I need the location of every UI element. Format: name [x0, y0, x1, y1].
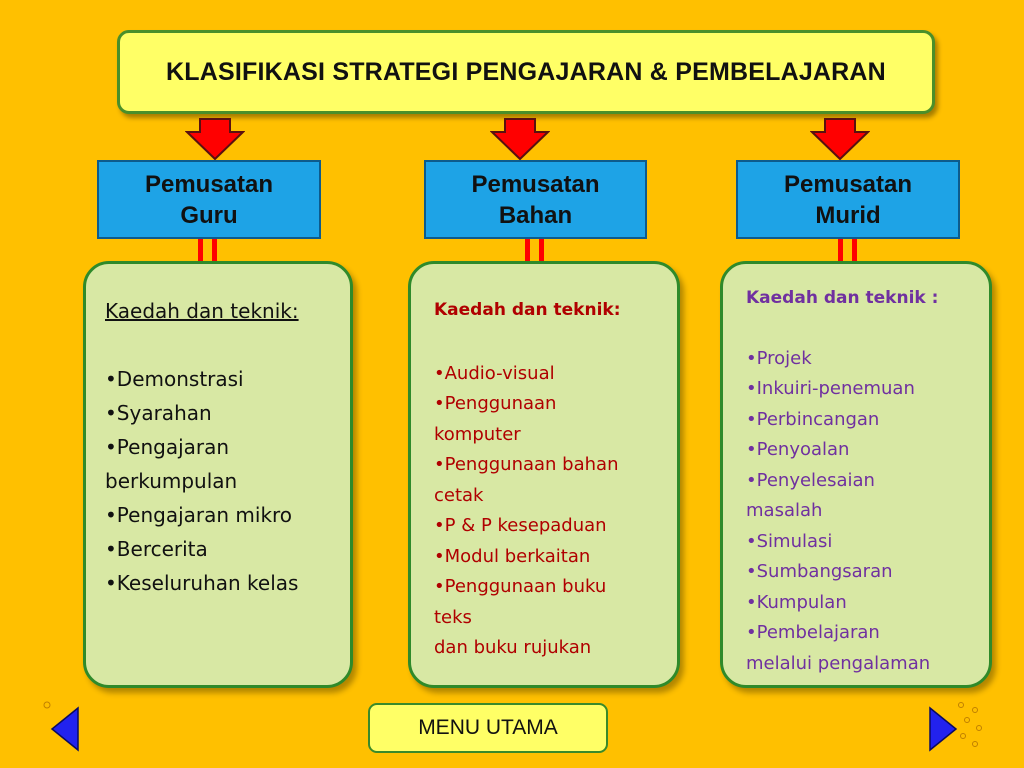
list-item: •Pengajaran mikro: [105, 503, 293, 527]
list-item: •Penggunaan bahan: [434, 454, 619, 475]
connector-line: [539, 239, 544, 261]
card-pemusatan-murid: [720, 261, 992, 688]
heading-line2: Murid: [815, 201, 881, 229]
list-item: •Modul berkaitan: [434, 545, 591, 567]
list-item: melalui pengalaman: [746, 652, 931, 674]
heading-pemusatan-murid: [736, 160, 960, 239]
diagram-title: KLASIFIKASI STRATEGI PENGAJARAN & PEMBELAJARAN: [166, 57, 886, 86]
heading-line2: Bahan: [498, 201, 573, 229]
decorative-dots-icon: [955, 700, 985, 750]
connector-line: [525, 239, 530, 261]
list-item: •Pengajaran: [105, 435, 230, 459]
heading-line1: Pemusatan: [783, 170, 913, 198]
connector-line: [198, 239, 203, 261]
heading-line2: Guru: [180, 201, 238, 229]
list-item: •Demonstrasi: [105, 367, 244, 391]
list-item: •Syarahan: [105, 401, 212, 425]
down-arrow-icon: [810, 118, 870, 160]
list-item: •Perbincangan: [746, 408, 880, 430]
list-item: •Penggunaan buku: [434, 576, 607, 597]
list-item: dan buku rujukan: [434, 637, 592, 658]
connector-line: [212, 239, 217, 261]
list-item: •P & P kesepaduan: [434, 515, 607, 536]
list-item: •Inkuiri-penemuan: [746, 378, 915, 399]
connector-line: [852, 239, 857, 261]
triangle-right-icon[interactable]: [928, 706, 958, 752]
heading-pemusatan-bahan: [424, 160, 647, 239]
menu-utama-button[interactable]: MENU UTAMA: [368, 703, 608, 753]
list-item: •Penggunaan: [434, 393, 557, 414]
list-item: •Audio-visual: [434, 362, 555, 384]
list-item: teks: [434, 606, 472, 628]
list-item: •Projek: [746, 347, 812, 369]
list-item: •Penyoalan: [746, 439, 850, 460]
list-item: •Sumbangsaran: [746, 561, 893, 582]
list-item: •Keseluruhan kelas: [105, 571, 299, 595]
card-title: Kaedah dan teknik:: [434, 300, 621, 320]
list-item: komputer: [434, 423, 521, 445]
connector-line: [838, 239, 843, 261]
list-item: •Kumpulan: [746, 591, 847, 613]
list-item: •Simulasi: [746, 530, 833, 552]
down-arrow-icon: [490, 118, 550, 160]
list-item: •Bercerita: [105, 537, 208, 561]
heading-line1: Pemusatan: [471, 170, 600, 198]
title-box: [117, 30, 935, 114]
triangle-left-icon[interactable]: [50, 706, 80, 752]
card-pemusatan-guru: [83, 261, 353, 688]
list-item: masalah: [746, 500, 823, 521]
list-item: berkumpulan: [105, 469, 238, 493]
list-item: cetak: [434, 484, 484, 506]
card-title: Kaedah dan teknik :: [746, 288, 939, 308]
heading-pemusatan-guru: [97, 160, 321, 239]
list-item: •Penyelesaian: [746, 469, 875, 491]
card-title: Kaedah dan teknik:: [105, 299, 299, 323]
list-item: •Pembelajaran: [746, 622, 880, 643]
heading-line1: Pemusatan: [144, 170, 274, 198]
down-arrow-icon: [185, 118, 245, 160]
card-pemusatan-bahan: [408, 261, 680, 688]
decorative-dot-icon: [40, 698, 54, 712]
